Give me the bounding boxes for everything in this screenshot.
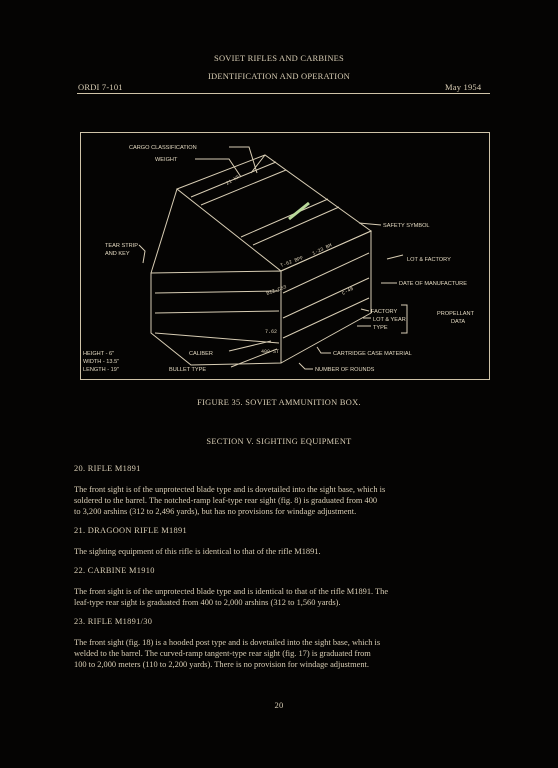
box-top-slats xyxy=(191,162,339,245)
label-cartridge-case-material: CARTRIDGE CASE MATERIAL xyxy=(333,351,412,357)
paragraph-line: soldered to the barrel. The notched-ramp leaf-type rear sight (fig. 8) is graduated from 400 xyxy=(74,496,378,505)
sighting-paragraphs xyxy=(74,464,494,670)
paragraph-line: welded to the barrel. The curved-ramp tangent-type rear sight (fig. 17) is graduated from xyxy=(74,649,371,658)
lot-factory-leader xyxy=(387,255,403,259)
label-lot-factory: LOT & FACTORY xyxy=(407,257,451,263)
box-side-ribs xyxy=(283,253,369,338)
label-factory: FACTORY xyxy=(371,309,398,315)
tear-strip-leader xyxy=(139,245,145,263)
paragraph-21 xyxy=(74,526,494,557)
label-propellant: PROPELLANT xyxy=(437,311,474,317)
label-cargo-classification: CARGO CLASSIFICATION xyxy=(129,145,197,151)
paragraph-20 xyxy=(74,464,494,517)
label-caliber: CALIBER xyxy=(189,351,213,357)
ammunition-box-figure xyxy=(80,132,490,380)
svg-text:1-23 BM: 1-23 BM xyxy=(311,242,333,257)
paragraph-23 xyxy=(74,617,494,670)
paragraph-line: 100 to 2,000 meters (110 to 2,200 yards). There is no provision for windage adjustment. xyxy=(74,660,369,669)
label-tear-strip: TEAR STRIP xyxy=(105,243,138,249)
page-number: 20 xyxy=(274,700,284,710)
paragraph-line: leaf-type rear sight is graduated from 400 to 2,000 arshins (312 to 1,560 yards). xyxy=(74,598,341,607)
cargo-leader xyxy=(229,147,257,173)
safety-symbol-mark xyxy=(289,203,309,219)
paragraph-line: The front sight is of the unprotected blade type and is dovetailed into the sight base, which is xyxy=(74,485,386,494)
ammunition-box-drawing xyxy=(81,133,491,381)
label-date-of-manufacture: DATE OF MANUFACTURE xyxy=(399,281,467,287)
label-number-of-rounds: NUMBER OF ROUNDS xyxy=(315,367,375,373)
label-length: LENGTH - 19" xyxy=(83,367,119,373)
paragraph-heading: 21. DRAGOON RIFLE M1891 xyxy=(74,526,187,535)
paragraph-22 xyxy=(74,566,494,608)
document-id: ORDI 7-101 xyxy=(78,82,123,92)
svg-text:T-62 BPF: T-62 BPF xyxy=(279,255,305,269)
case-material-leader xyxy=(317,347,331,353)
label-lot-year: LOT & YEAR xyxy=(373,317,406,323)
paragraph-heading: 22. CARBINE M1910 xyxy=(74,566,155,575)
box-front-ribs xyxy=(155,291,279,343)
paragraph-line: The front sight is of the unprotected blade type and is identical to that of the rifle M1891. The xyxy=(74,587,389,596)
label-type: TYPE xyxy=(373,325,388,331)
paragraph-heading: 23. RIFLE M1891/30 xyxy=(74,617,153,626)
svg-text:21 KF: 21 KF xyxy=(225,174,242,187)
paragraph-heading: 20. RIFLE M1891 xyxy=(74,464,141,473)
factory-leaders xyxy=(357,309,371,326)
document-date: May 1954 xyxy=(445,82,482,92)
paragraph-line: The sighting equipment of this rifle is identical to that of the rifle M1891. xyxy=(74,547,321,556)
svg-text:C-48: C-48 xyxy=(341,285,355,297)
label-weight: WEIGHT xyxy=(155,157,178,163)
svg-text:400 ST: 400 ST xyxy=(261,349,280,355)
label-height: HEIGHT - 6" xyxy=(83,351,115,357)
rounds-leader xyxy=(299,363,313,369)
paragraph-line: to 3,200 arshins (312 to 2,496 yards), but has no provisions for windage adjustment. xyxy=(74,507,357,516)
running-title: SOVIET RIFLES AND CARBINES xyxy=(214,53,344,63)
running-subtitle: IDENTIFICATION AND OPERATION xyxy=(207,71,351,81)
label-data: DATA xyxy=(451,319,466,325)
paragraph-line: The front sight (fig. 18) is a hooded post type and is dovetailed into the sight base, which is xyxy=(74,638,381,647)
svg-text:7.62: 7.62 xyxy=(265,329,278,335)
label-bullet-type: BULLET TYPE xyxy=(169,367,207,373)
figure-caption: FIGURE 35. SOVIET AMMUNITION BOX. xyxy=(197,398,361,407)
header-rule xyxy=(77,93,490,94)
label-and-key: AND KEY xyxy=(105,251,130,257)
label-safety-symbol: SAFETY SYMBOL xyxy=(383,223,430,229)
svg-text:BIZ-C63: BIZ-C63 xyxy=(265,284,288,297)
box-top-outline xyxy=(177,155,371,271)
section-title: SECTION V. SIGHTING EQUIPMENT xyxy=(206,437,352,446)
label-width: WIDTH - 13.5" xyxy=(83,359,120,365)
weight-leader xyxy=(195,159,241,177)
